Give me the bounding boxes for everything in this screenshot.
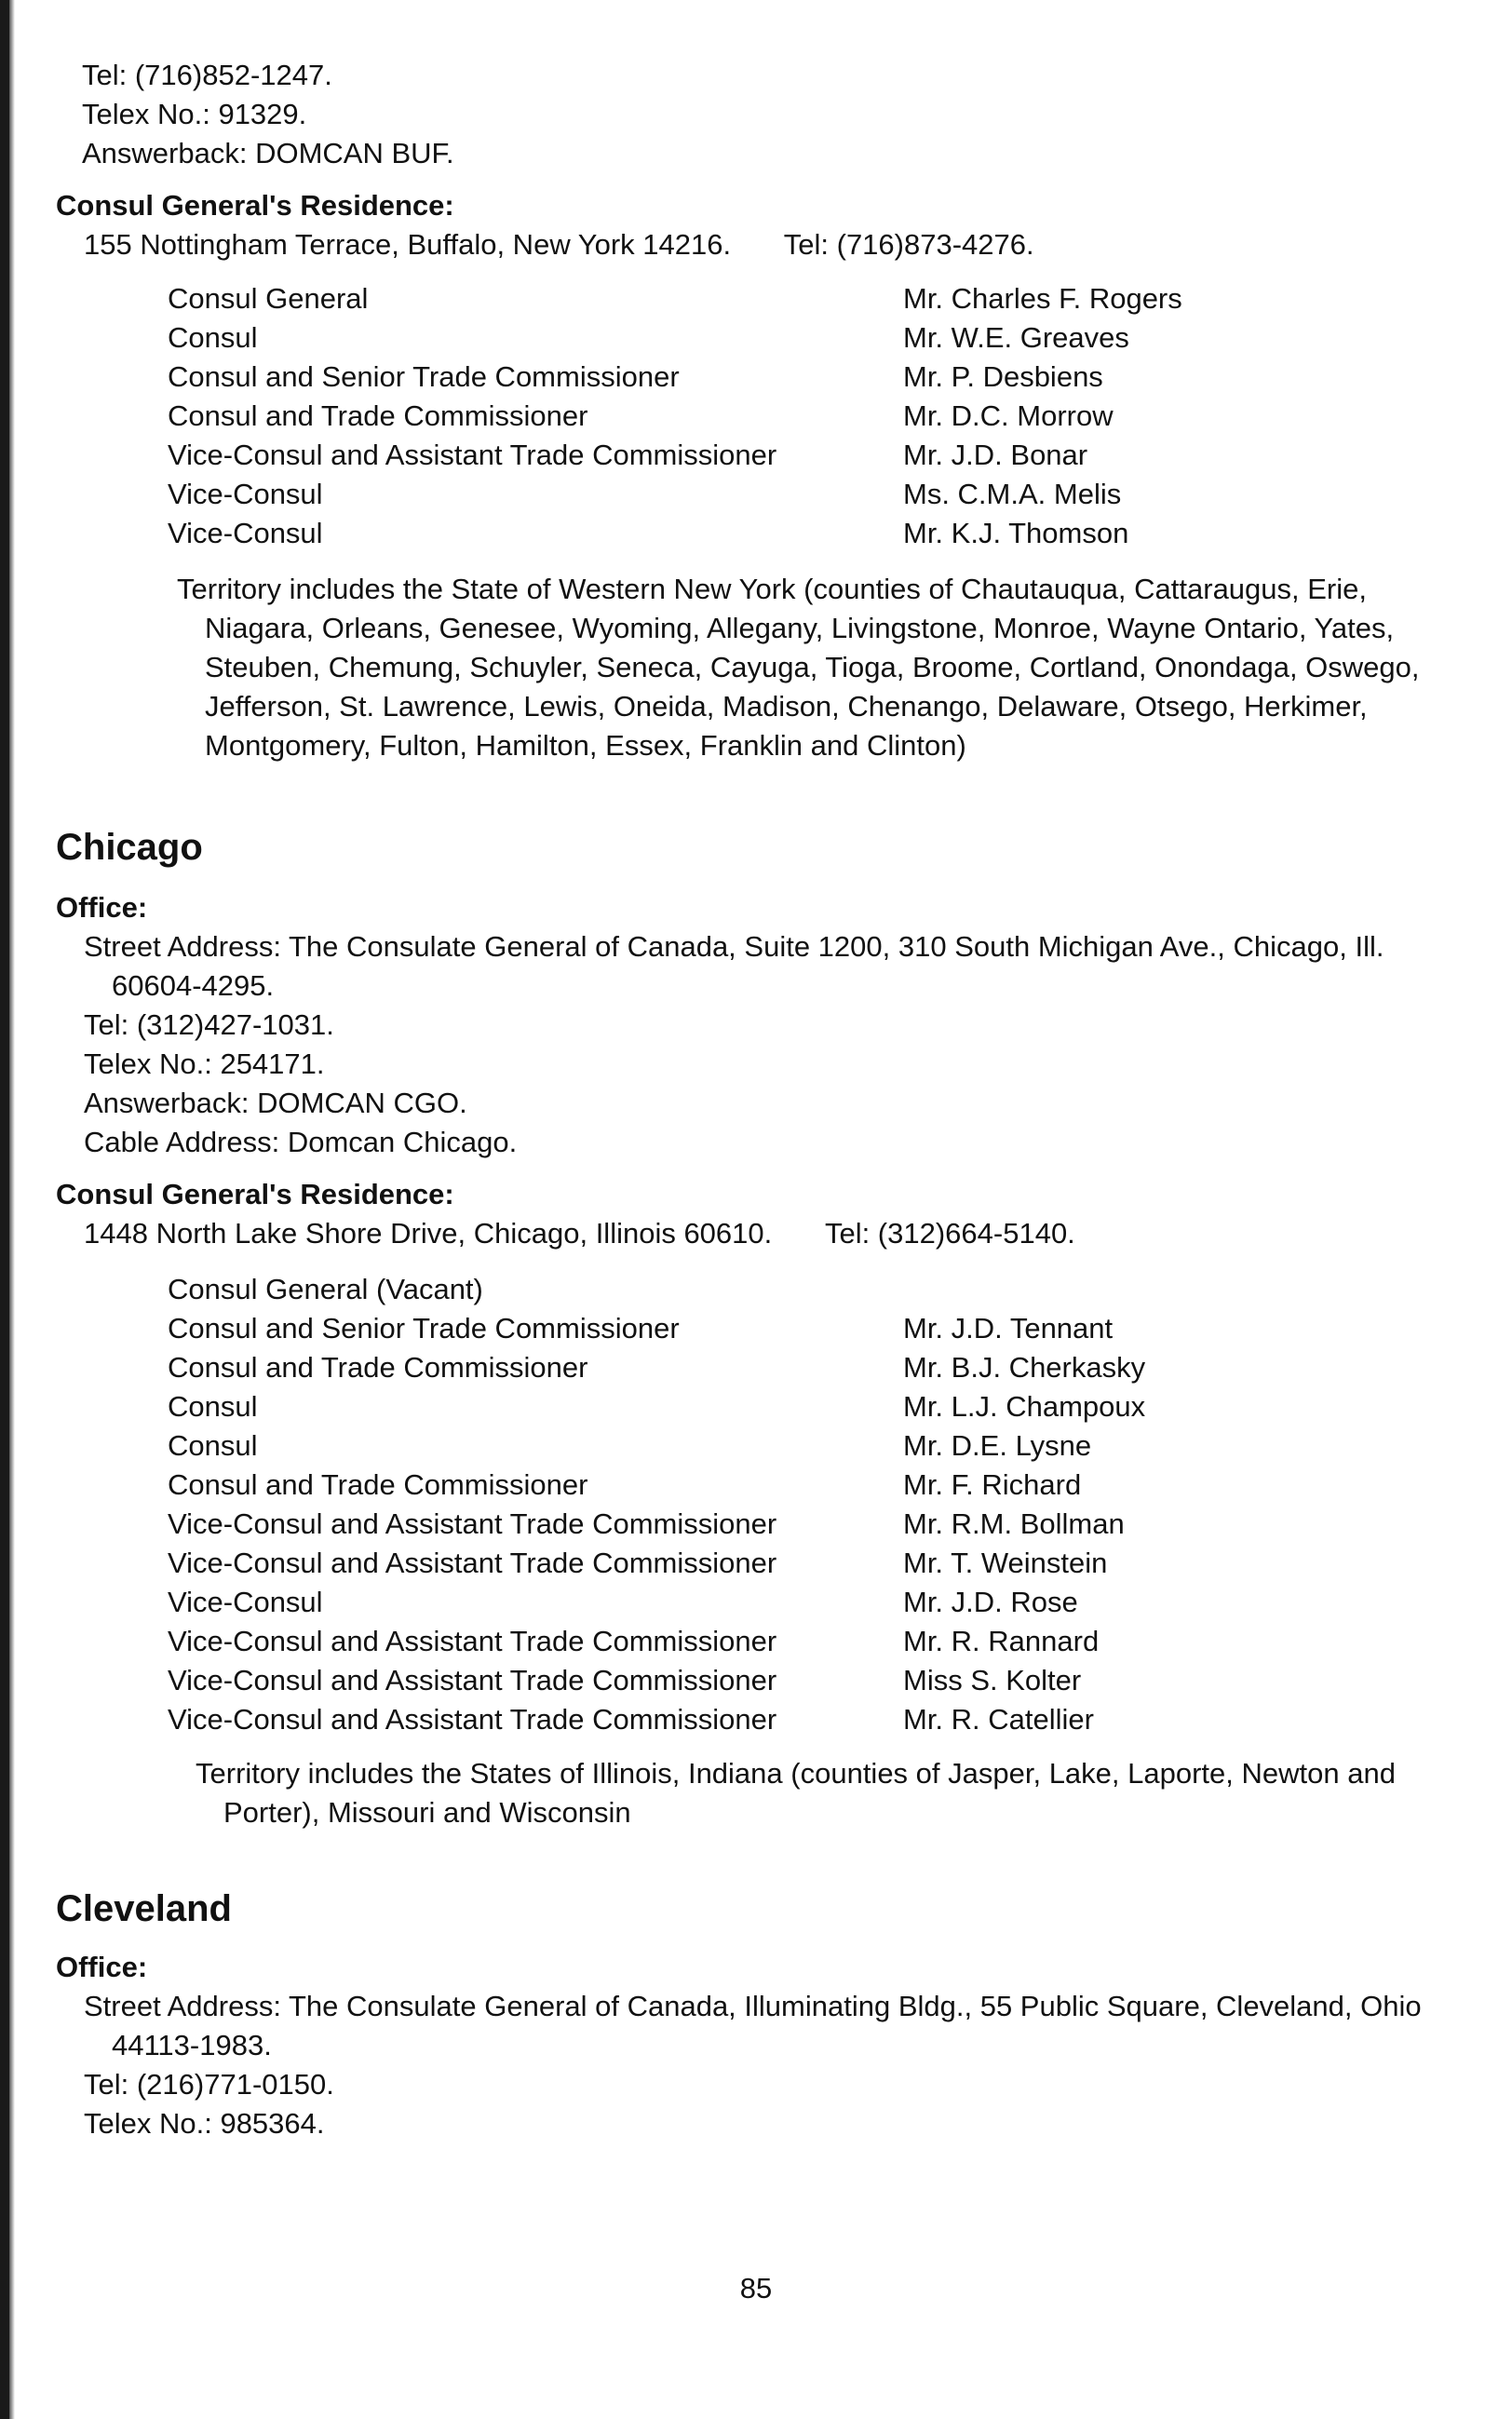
chicago-residence-address: 1448 North Lake Shore Drive, Chicago, Illinois 60610. xyxy=(84,1217,773,1250)
chicago-residence-heading: Consul General's Residence: xyxy=(56,1178,454,1210)
staff-title: Consul and Trade Commissioner xyxy=(168,1351,588,1384)
staff-title: Consul xyxy=(168,321,258,354)
buffalo-tel: Tel: (716)852-1247. xyxy=(82,59,332,91)
buffalo-residence-tel: Tel: (716)873-4276. xyxy=(783,228,1034,261)
buffalo-staff-list xyxy=(56,279,1415,553)
document-page xyxy=(56,56,1422,2143)
staff-name: Mr. L.J. Champoux xyxy=(903,1390,1146,1423)
staff-title: Vice-Consul and Assistant Trade Commissioner xyxy=(168,1547,777,1579)
chicago-city-heading: Chicago xyxy=(56,827,203,868)
staff-title: Vice-Consul and Assistant Trade Commissioner xyxy=(168,1664,777,1696)
staff-title: Consul and Senior Trade Commissioner xyxy=(168,360,680,393)
staff-name: Mr. J.D. Rose xyxy=(903,1586,1078,1618)
staff-title: Vice-Consul xyxy=(168,478,323,510)
chicago-vacant-line: Consul General (Vacant) xyxy=(168,1273,483,1305)
staff-name: Mr. B.J. Cherkasky xyxy=(903,1351,1146,1384)
buffalo-residence-line xyxy=(56,225,1415,264)
staff-name: Mr. T. Weinstein xyxy=(903,1547,1108,1579)
scan-edge-shadow xyxy=(9,0,15,2419)
staff-name: Ms. C.M.A. Melis xyxy=(903,478,1122,510)
chicago-cable-address: Cable Address: Domcan Chicago. xyxy=(84,1126,518,1158)
staff-name: Mr. Charles F. Rogers xyxy=(903,282,1182,315)
staff-name: Mr. J.D. Tennant xyxy=(903,1312,1114,1345)
buffalo-answerback: Answerback: DOMCAN BUF. xyxy=(82,137,454,169)
scan-edge xyxy=(0,0,9,2419)
staff-title: Consul and Trade Commissioner xyxy=(168,399,588,432)
staff-title: Vice-Consul and Assistant Trade Commissioner xyxy=(168,439,777,471)
staff-name: Mr. R.M. Bollman xyxy=(903,1507,1125,1540)
chicago-residence-tel: Tel: (312)664-5140. xyxy=(824,1217,1075,1250)
page-number: 85 xyxy=(739,2272,773,2304)
chicago-street-address: Street Address: The Consulate General of Canada, Suite 1200, 310 South Michigan Ave., Chicago, Ill. 60604-4295. xyxy=(84,930,1384,1002)
buffalo-residence-heading: Consul General's Residence: xyxy=(56,189,454,222)
staff-title: Consul and Senior Trade Commissioner xyxy=(168,1312,680,1345)
staff-name: Mr. F. Richard xyxy=(903,1468,1082,1501)
chicago-residence-line xyxy=(56,1214,1415,1253)
cleveland-tel: Tel: (216)771-0150. xyxy=(84,2068,334,2101)
buffalo-territory: Territory includes the State of Western New York (counties of Chautauqua, Cattaraugus, Erie, Niagara, Orleans, Genesee, Wyoming, Allegany, Livingstone, Monroe, Wayne Ontario, Yates, Steuben, Chemung, Schuyler, Seneca, Cayuga, Tioga, Broome, Cortland, Onondaga, Oswego, Jefferson, St. Lawrence, Lewis, Oneida, Madison, Chenango, Delaware, Otsego, Herkimer, Montgomery, Fulton, Hamilton, Essex, Franklin and Clinton) xyxy=(177,573,1420,762)
staff-title: Vice-Consul and Assistant Trade Commissioner xyxy=(168,1625,777,1657)
staff-title: Vice-Consul xyxy=(168,517,323,549)
staff-name: Mr. D.C. Morrow xyxy=(903,399,1114,432)
staff-title: Consul xyxy=(168,1390,258,1423)
staff-name: Mr. P. Desbiens xyxy=(903,360,1103,393)
staff-name: Mr. R. Catellier xyxy=(903,1703,1094,1736)
staff-name: Mr. W.E. Greaves xyxy=(903,321,1129,354)
buffalo-section xyxy=(56,56,1415,173)
staff-name: Mr. D.E. Lysne xyxy=(903,1429,1092,1462)
cleveland-telex: Telex No.: 985364. xyxy=(84,2107,325,2140)
staff-title: Consul General xyxy=(168,282,369,315)
staff-name: Mr. J.D. Bonar xyxy=(903,439,1088,471)
staff-name: Mr. K.J. Thomson xyxy=(903,517,1129,549)
staff-title: Vice-Consul xyxy=(168,1586,323,1618)
chicago-telex: Telex No.: 254171. xyxy=(84,1047,325,1080)
staff-name: Miss S. Kolter xyxy=(903,1664,1082,1696)
chicago-staff-list xyxy=(56,1309,1415,1739)
staff-title: Vice-Consul and Assistant Trade Commissioner xyxy=(168,1507,777,1540)
cleveland-city-heading: Cleveland xyxy=(56,1888,232,1929)
staff-name: Mr. R. Rannard xyxy=(903,1625,1100,1657)
staff-title: Consul xyxy=(168,1429,258,1462)
staff-title: Consul and Trade Commissioner xyxy=(168,1468,588,1501)
buffalo-telex: Telex No.: 91329. xyxy=(82,98,307,130)
cleveland-office-heading: Office: xyxy=(56,1951,148,1983)
chicago-tel: Tel: (312)427-1031. xyxy=(84,1008,334,1041)
buffalo-residence-address: 155 Nottingham Terrace, Buffalo, New York 14216. xyxy=(84,228,732,261)
cleveland-street-address: Street Address: The Consulate General of Canada, Illuminating Bldg., 55 Public Square, Cleveland, Ohio 44113-1983. xyxy=(84,1990,1422,2061)
chicago-office-heading: Office: xyxy=(56,891,148,924)
staff-title: Vice-Consul and Assistant Trade Commissioner xyxy=(168,1703,777,1736)
chicago-territory: Territory includes the States of Illinois, Indiana (counties of Jasper, Lake, Laporte, Newton and Porter), Missouri and Wisconsin xyxy=(196,1757,1396,1829)
chicago-answerback: Answerback: DOMCAN CGO. xyxy=(84,1087,467,1119)
